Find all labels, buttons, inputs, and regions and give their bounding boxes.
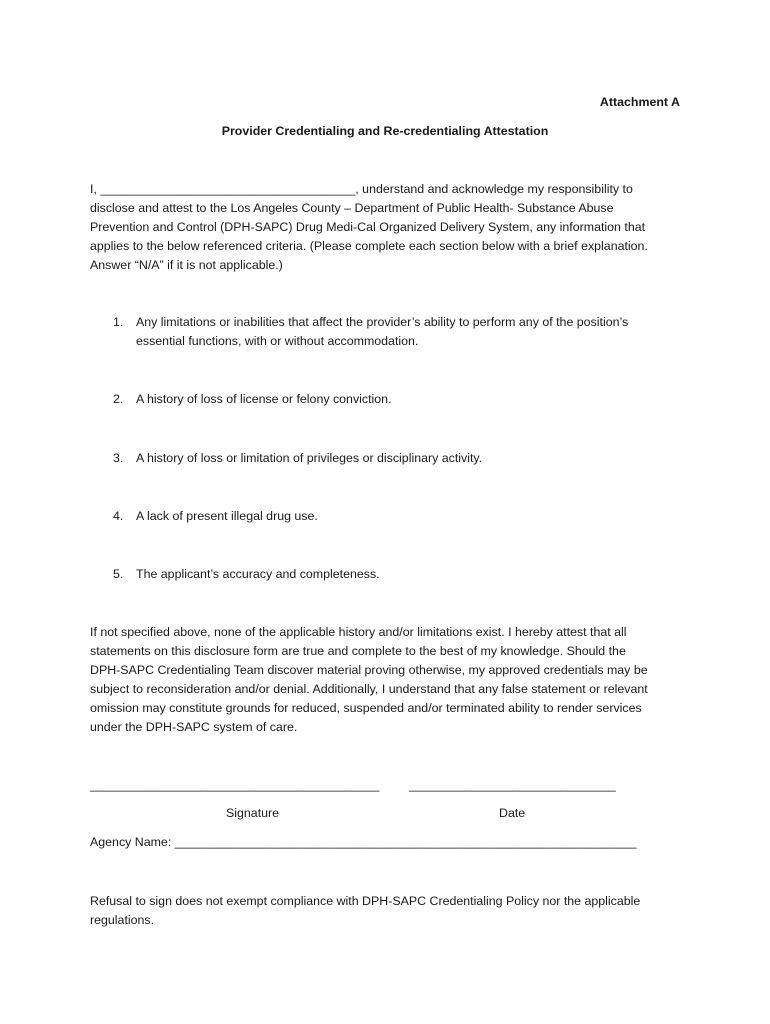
- criteria-text: [136, 565, 686, 584]
- criteria-line: The applicant’s accuracy and completeness.: [136, 567, 380, 581]
- criteria-number: 1.: [113, 315, 124, 329]
- criteria-text: [136, 390, 686, 409]
- intro-line: applies to the below referenced criteria. (Please complete each section below with a brief explanation.: [90, 239, 648, 253]
- intro-paragraph: [90, 180, 690, 275]
- criteria-number: 3.: [113, 451, 124, 465]
- agency-name-field[interactable]: Agency Name: ___________________________________________________________________: [90, 835, 637, 849]
- closing-line: If not specified above, none of the applicable history and/or limitations exist. I hereby attest that all: [90, 625, 627, 639]
- date-blank[interactable]: ______________________________: [409, 778, 616, 792]
- criteria-text: [136, 449, 686, 468]
- refusal-line: Refusal to sign does not exempt compliance with DPH-SAPC Credentialing Policy nor the applicable: [90, 894, 641, 908]
- intro-line: Prevention and Control (DPH-SAPC) Drug Medi-Cal Organized Delivery System, any information that: [90, 220, 646, 234]
- criteria-number: 4.: [113, 509, 124, 523]
- closing-paragraph: [90, 623, 690, 737]
- closing-line: omission may constitute grounds for reduced, suspended and/or terminated ability to render services: [90, 701, 642, 715]
- criteria-line: essential functions, with or without accommodation.: [136, 334, 419, 348]
- criteria-text: [136, 507, 686, 526]
- closing-line: subject to reconsideration and/or denial. Additionally, I understand that any false statement or relevant: [90, 682, 648, 696]
- criteria-line: A lack of present illegal drug use.: [136, 509, 318, 523]
- criteria-number: 5.: [113, 567, 124, 581]
- criteria-line: Any limitations or inabilities that affect the provider’s ability to perform any of the position’s: [136, 315, 629, 329]
- refusal-line: regulations.: [90, 913, 155, 927]
- closing-line: statements on this disclosure form are true and complete to the best of my knowledge. Should the: [90, 644, 626, 658]
- intro-line: Answer “N/A” if it is not applicable.): [90, 258, 283, 272]
- closing-line: under the DPH-SAPC system of care.: [90, 720, 298, 734]
- criteria-number: 2.: [113, 392, 124, 406]
- signature-blank[interactable]: __________________________________________: [90, 778, 380, 792]
- date-label: Date: [499, 806, 526, 820]
- document-title: Provider Credentialing and Re-credentialing Attestation: [221, 124, 549, 138]
- closing-line: DPH-SAPC Credentialing Team discover material proving otherwise, my approved credentials may be: [90, 663, 648, 677]
- refusal-paragraph: [90, 892, 690, 930]
- criteria-line: A history of loss of license or felony conviction.: [136, 392, 392, 406]
- criteria-text: [136, 313, 686, 351]
- intro-line: I, _____________________________________, understand and acknowledge my responsibility to: [90, 182, 633, 196]
- attachment-label: Attachment A: [599, 95, 680, 109]
- signature-label: Signature: [226, 806, 280, 820]
- intro-line: disclose and attest to the Los Angeles County – Department of Public Health- Substance Abuse: [90, 201, 614, 215]
- criteria-line: A history of loss or limitation of privileges or disciplinary activity.: [136, 451, 483, 465]
